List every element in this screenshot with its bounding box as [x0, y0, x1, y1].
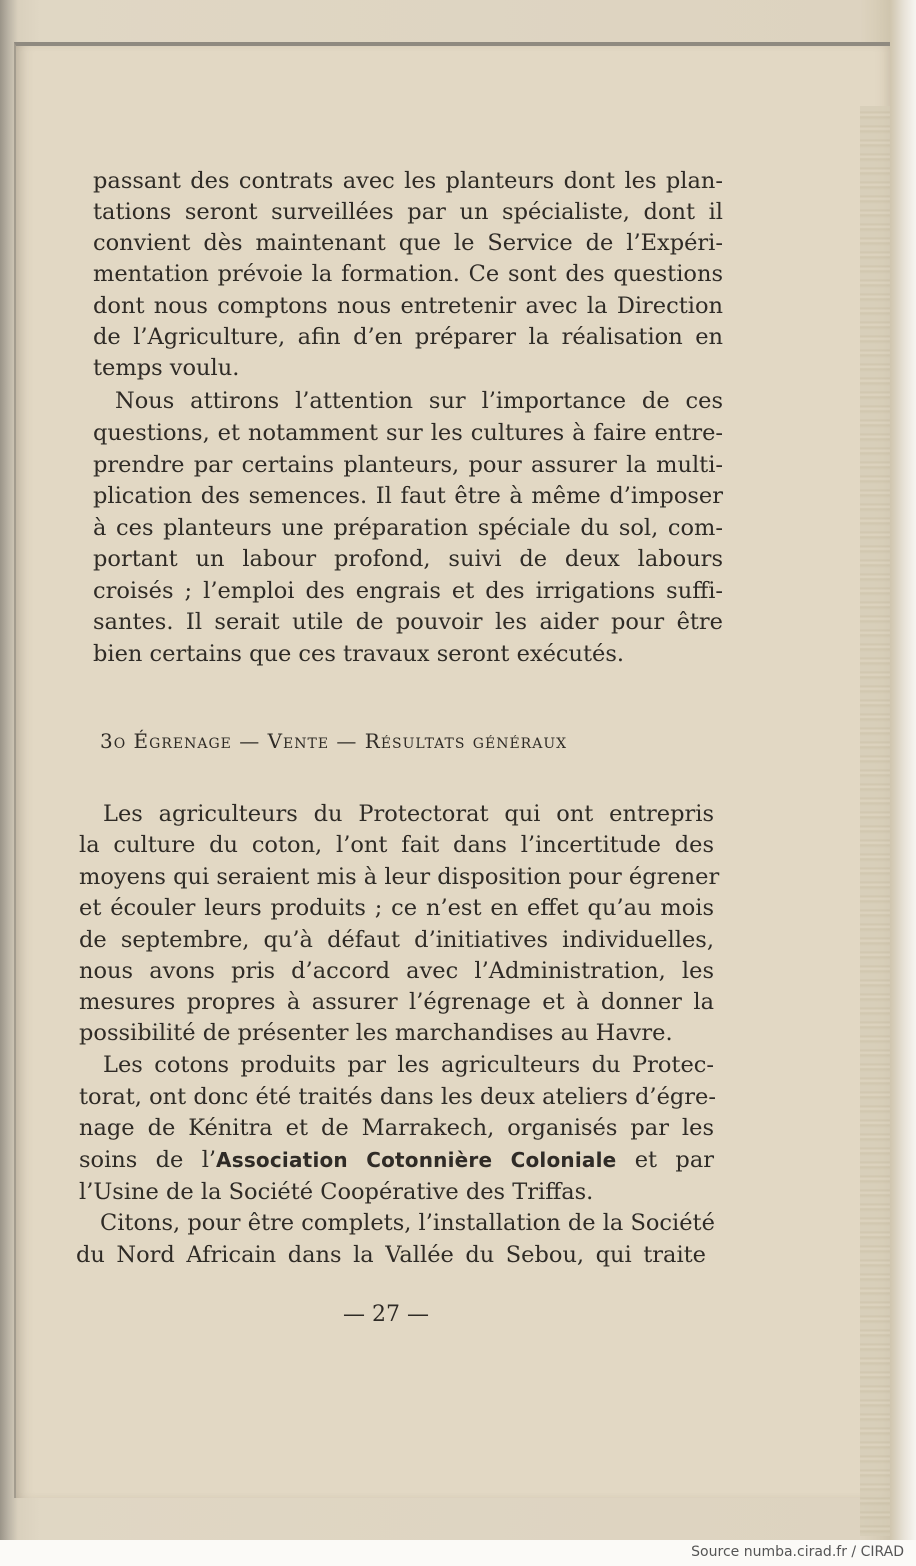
- text-line: passant des contrats avec les planteurs dont les plan-: [93, 168, 723, 194]
- text-line: mentation prévoie la formation. Ce sont des questions: [93, 261, 723, 287]
- text-line: bien certains que ces travaux seront exécutés.: [93, 641, 625, 667]
- text-fragment: soins de l’: [79, 1147, 217, 1173]
- text-line: convient dès maintenant que le Service de l’Expéri-: [93, 230, 723, 256]
- text-line: Citons, pour être complets, l’installation de la Société: [100, 1210, 715, 1236]
- text-line: temps voulu.: [93, 355, 240, 381]
- text-line: et écouler leurs produits ; ce n’est en effet qu’au mois: [79, 895, 714, 921]
- text-fragment: et par: [616, 1147, 714, 1173]
- text-line: portant un labour profond, suivi de deux labours: [93, 546, 723, 572]
- text-line: moyens qui seraient mis à leur disposition pour égrener: [79, 864, 720, 890]
- page-number: — 27 —: [343, 1302, 429, 1327]
- text-line: l’Usine de la Société Coopérative des Triffas.: [79, 1179, 594, 1205]
- text-line: tations seront surveillées par un spécialiste, dont il: [93, 199, 723, 225]
- text-line: nage de Kénitra et de Marrakech, organisés par les: [79, 1115, 714, 1141]
- page-edge: [860, 106, 890, 1536]
- text-line: torat, ont donc été traités dans les deux ateliers d’égre-: [79, 1084, 716, 1110]
- text-line: possibilité de présenter les marchandises au Havre.: [79, 1020, 673, 1046]
- text-line: la culture du coton, l’ont fait dans l’incertitude des: [79, 832, 714, 858]
- text-line: Nous attirons l’attention sur l’importance de ces: [115, 388, 723, 414]
- text-line: nous avons pris d’accord avec l’Administration, les: [79, 958, 714, 984]
- text-line: plication des semences. Il faut être à même d’imposer: [93, 483, 723, 509]
- text-line: [79, 1145, 714, 1175]
- section-heading: 3o Égrenage — Vente — Résultats généraux: [100, 729, 568, 753]
- text-line: mesures propres à assurer l’égrenage et à donner la: [79, 989, 714, 1015]
- text-line: questions, et notamment sur les cultures à faire entre-: [93, 420, 723, 446]
- text-line: dont nous comptons nous entretenir avec la Direction: [93, 293, 723, 319]
- text-line: Les agriculteurs du Protectorat qui ont entrepris: [103, 801, 714, 827]
- text-line: du Nord Africain dans la Vallée du Sebou, qui traite: [76, 1242, 706, 1268]
- text-line: Les cotons produits par les agriculteurs du Protec-: [103, 1052, 714, 1078]
- text-line: de septembre, qu’à défaut d’initiatives individuelles,: [79, 927, 714, 953]
- text-line: croisés ; l’emploi des engrais et des irrigations suffi-: [93, 578, 723, 604]
- text-line: santes. Il serait utile de pouvoir les aider pour être: [93, 609, 723, 635]
- source-credit: Source numba.cirad.fr / CIRAD: [691, 1544, 904, 1560]
- text-line: à ces planteurs une préparation spéciale du sol, com-: [93, 515, 723, 541]
- text-line: prendre par certains planteurs, pour assurer la multi-: [93, 452, 723, 478]
- text-line: de l’Agriculture, afin d’en préparer la réalisation en: [93, 324, 723, 350]
- association-name: Association Cotonnière Coloniale: [216, 1148, 617, 1172]
